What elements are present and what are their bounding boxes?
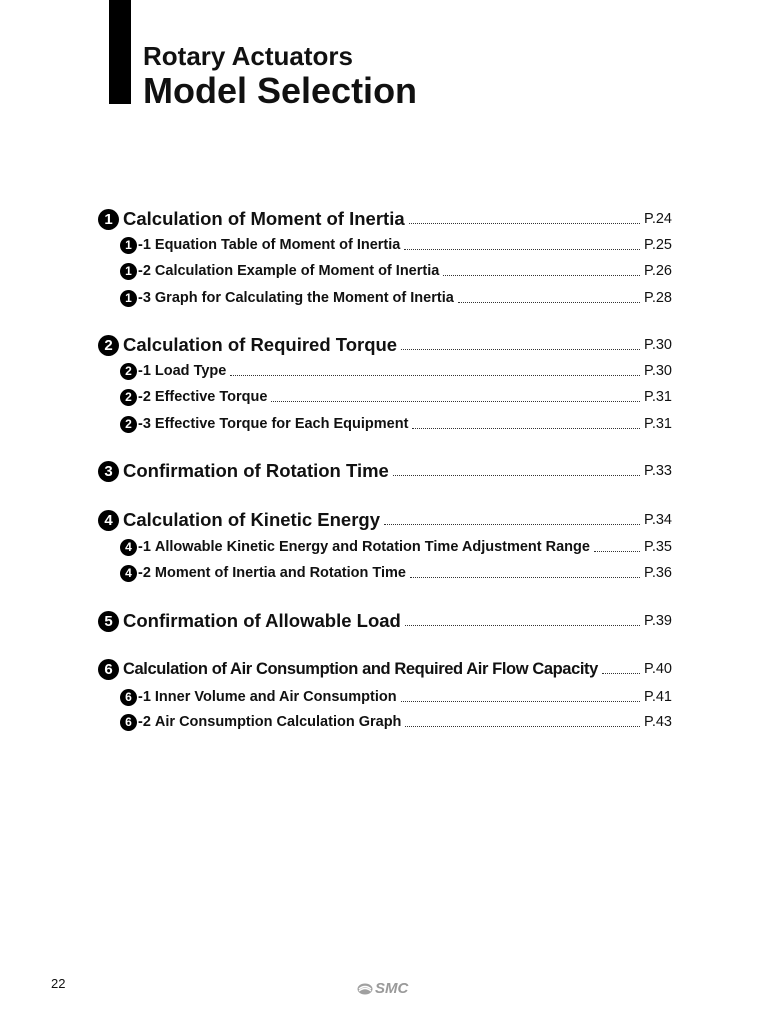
toc-page-ref: P.30 [644,337,672,353]
toc-entry-suffix: -2 [138,565,151,581]
number-circle-icon: 2 [120,363,137,380]
toc-entry-label: Confirmation of Rotation Time [123,460,389,481]
toc-entry-6-1[interactable] [120,687,672,707]
toc-entry-suffix: -1 [138,363,151,379]
toc-page-ref: P.31 [644,389,672,405]
toc-page-ref: P.30 [644,363,672,379]
number-circle-icon: 1 [120,263,137,280]
dot-leader [443,275,640,276]
toc-entry-2[interactable] [98,333,672,357]
toc-entry-label: Graph for Calculating the Moment of Inertia [154,290,454,306]
toc-entry-suffix: -1 [138,237,151,253]
dot-leader [458,302,640,303]
toc-entry-suffix: -2 [138,389,151,405]
number-circle-icon: 6 [120,689,137,706]
toc-entry-1-2[interactable] [120,261,672,281]
number-circle-icon: 4 [120,539,137,556]
number-circle-icon: 4 [98,510,119,531]
toc-entry-label: Inner Volume and Air Consumption [154,689,397,705]
toc-entry-label: Calculation Example of Moment of Inertia [154,263,440,279]
toc-page-ref: P.31 [644,416,672,432]
header-subtitle: Rotary Actuators [143,41,353,71]
toc-page-ref: P.35 [644,539,672,555]
toc-entry-2-1[interactable] [120,361,672,381]
toc-entry-4-1[interactable] [120,537,672,557]
toc-entry-2-3[interactable] [120,414,672,434]
toc-page-ref: P.28 [644,290,672,306]
toc-entry-label: Load Type [154,363,227,379]
brand-logo [357,980,408,997]
toc-entry-5[interactable] [98,609,672,633]
brand-name: SMC [375,980,409,997]
toc-entry-label: Calculation of Moment of Inertia [123,208,405,229]
toc-entry-suffix: -1 [138,689,151,705]
number-circle-icon: 6 [98,659,119,680]
toc-page-ref: P.36 [644,565,672,581]
toc-entry-label: Effective Torque for Each Equipment [154,416,409,432]
toc-page-ref: P.41 [644,689,672,705]
dot-leader [405,726,640,727]
smc-logo-icon [357,981,373,997]
toc-entry-3[interactable] [98,459,672,483]
dot-leader [271,401,640,402]
toc-entry-label: Air Consumption Calculation Graph [154,714,402,730]
toc-entry-label: Calculation of Air Consumption and Required Air Flow Capacity [123,659,598,678]
number-circle-icon: 3 [98,461,119,482]
toc-entry-label: Allowable Kinetic Energy and Rotation Time Adjustment Range [154,539,590,555]
dot-leader [602,673,640,674]
toc-page-ref: P.39 [644,613,672,629]
toc-page-ref: P.25 [644,237,672,253]
number-circle-icon: 1 [120,290,137,307]
number-circle-icon: 2 [120,389,137,406]
toc-page-ref: P.34 [644,512,672,528]
dot-leader [405,625,640,626]
toc-entry-label: Equation Table of Moment of Inertia [154,237,401,253]
toc-entry-6[interactable] [98,657,672,681]
dot-leader [393,475,640,476]
toc-entry-4[interactable] [98,508,672,532]
toc-entry-2-2[interactable] [120,387,672,407]
number-circle-icon: 1 [120,237,137,254]
toc-entry-label: Moment of Inertia and Rotation Time [154,565,406,581]
toc-entry-4-2[interactable] [120,563,672,583]
toc-entry-1[interactable] [98,207,672,231]
toc-entry-6-2[interactable] [120,712,672,732]
toc-page-ref: P.43 [644,714,672,730]
toc-entry-suffix: -3 [138,290,151,306]
dot-leader [412,428,640,429]
toc-entry-1-3[interactable] [120,288,672,308]
dot-leader [404,249,640,250]
toc-entry-label: Calculation of Required Torque [123,334,398,355]
number-circle-icon: 4 [120,565,137,582]
toc-entry-suffix: -1 [138,539,151,555]
dot-leader [384,524,640,525]
number-circle-icon: 5 [98,611,119,632]
toc-page-ref: P.24 [644,211,672,227]
toc-page-ref: P.26 [644,263,672,279]
number-circle-icon: 2 [120,416,137,433]
dot-leader [594,551,640,552]
toc-entry-suffix: -2 [138,714,151,730]
toc-page-ref: P.33 [644,463,672,479]
dot-leader [401,701,640,702]
toc-entry-1-1[interactable] [120,235,672,255]
dot-leader [409,223,640,224]
dot-leader [410,577,640,578]
page-title: Model Selection [143,70,418,111]
number-circle-icon: 6 [120,714,137,731]
number-circle-icon: 2 [98,335,119,356]
number-circle-icon: 1 [98,209,119,230]
toc-entry-label: Confirmation of Allowable Load [123,610,401,631]
dot-leader [230,375,640,376]
toc-entry-suffix: -2 [138,263,151,279]
toc-entry-label: Calculation of Kinetic Energy [123,509,380,530]
toc-entry-label: Effective Torque [154,389,268,405]
page-number: 22 [51,976,66,991]
dot-leader [401,349,640,350]
header-accent-bar [109,0,131,104]
toc-entry-suffix: -3 [138,416,151,432]
toc-page-ref: P.40 [644,661,672,677]
